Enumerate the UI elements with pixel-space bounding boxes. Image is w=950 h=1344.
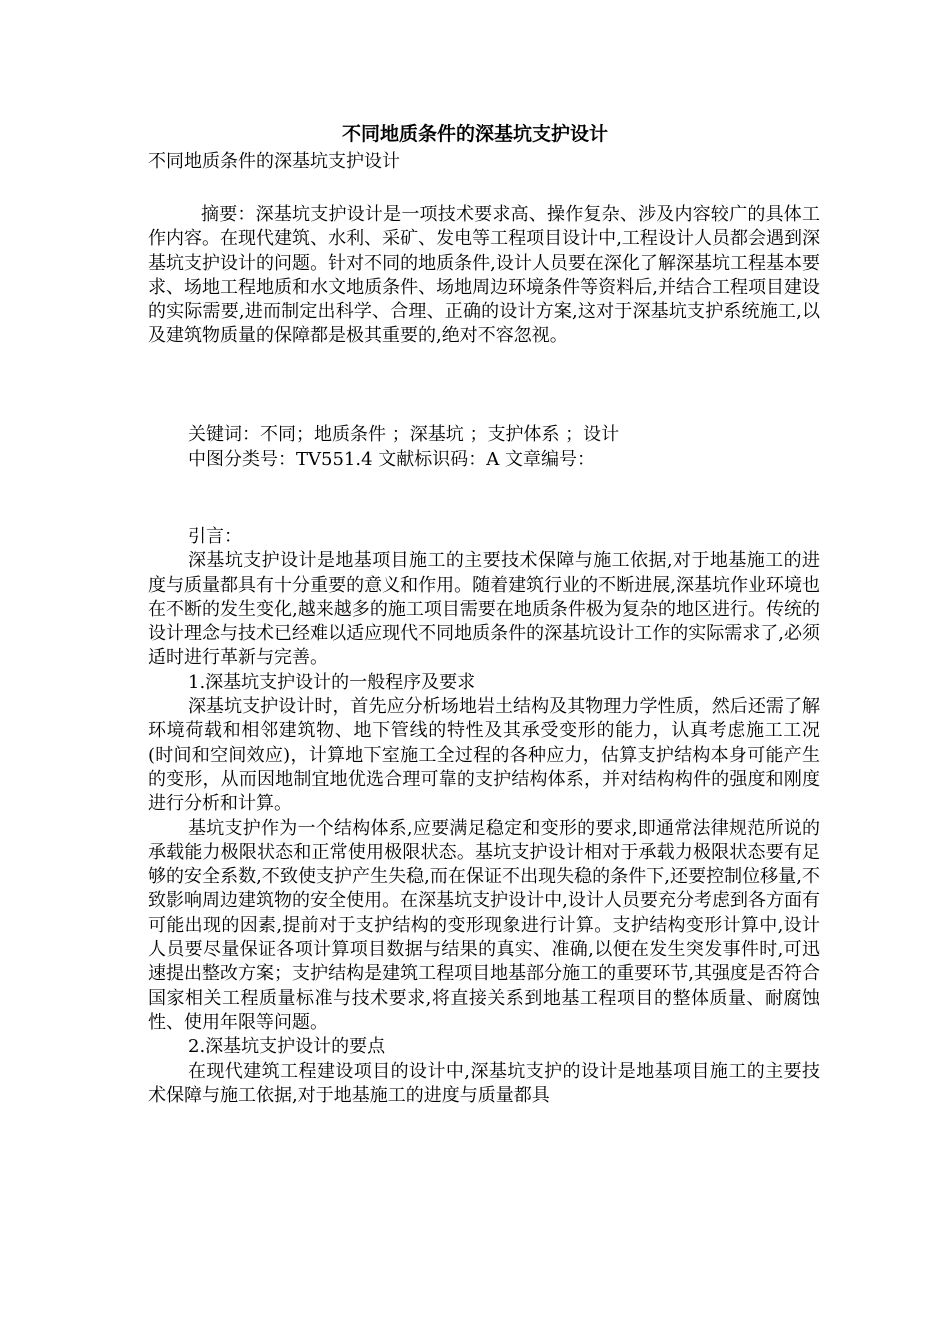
document-title: 不同地质条件的深基坑支护设计 bbox=[341, 123, 608, 145]
section1-paragraph-1: 深基坑支护设计时，首先应分析场地岩土结构及其物理力学性质，然后还需了解环境荷载和相邻建筑物、地下管线的特性及其承受变形的能力，认真考虑施工工况(时间和空间效应)，计算地下室施工全过程的各种应力，估算支护结构本身可能产生的变形，从而因地制宜地优选合理可靠的支护结构体系，并对结构构件的强度和刚度进行分析和计算。 bbox=[148, 696, 820, 815]
abstract-paragraph: 摘要：深基坑支护设计是一项技术要求高、操作复杂、涉及内容较广的具体工作内容。在现代建筑、水利、采矿、发电等工程项目设计中,工程设计人员都会遇到深基坑支护设计的问题。针对不同的地质条件,设计人员要在深化了解深基坑工程基本要求、场地工程地质和水文地质条件、场地周边环境条件等资料后,并结合工程项目建设的实际需要,进而制定出科学、合理、正确的设计方案,这对于深基坑支护系统施工,以及建筑物质量的保障都是极其重要的,绝对不容忽视。 bbox=[148, 204, 820, 347]
section1-paragraph-2: 基坑支护作为一个结构体系,应要满足稳定和变形的要求,即通常法律规范所说的承载能力极限状态和正常使用极限状态。基坑支护设计相对于承载力极限状态要有足够的安全系数,不致使支护产生失稳,而在保证不出现失稳的条件下,还要控制位移量,不致影响周边建筑物的安全使用。在深基坑支护设计中,设计人员要充分考虑到各方面有可能出现的因素,提前对于支护结构的变形现象进行计算。支护结构变形计算中,设计人员要尽量保证各项计算项目数据与结果的真实、准确,以便在发生突发事件时,可迅速提出整改方案；支护结构是建筑工程项目地基部分施工的重要环节,其强度是否符合国家相关工程质量标准与技术要求,将直接关系到地基工程项目的整体质量、耐腐蚀性、使用年限等问题。 bbox=[148, 817, 820, 1033]
section2-paragraph-1: 在现代建筑工程建设项目的设计中,深基坑支护的设计是地基项目施工的主要技术保障与施工依据,对于地基施工的进度与质量都具 bbox=[148, 1060, 820, 1106]
section1-heading: 1.深基坑支护设计的一般程序及要求 bbox=[188, 671, 476, 693]
section2-heading: 2.深基坑支护设计的要点 bbox=[188, 1036, 386, 1058]
intro-label: 引言： bbox=[188, 526, 242, 547]
keywords-line: 关键词：不同；地质条件 ；深基坑 ；支护体系 ；设计 bbox=[188, 424, 620, 445]
document-subtitle: 不同地质条件的深基坑支护设计 bbox=[148, 151, 400, 172]
main-text bbox=[148, 525, 820, 1108]
classification-line: 中图分类号：TV551.4 文献标识码：A 文章编号： bbox=[188, 449, 595, 470]
intro-paragraph: 深基坑支护设计是地基项目施工的主要技术保障与施工依据,对于地基施工的进度与质量都具有十分重要的意义和作用。随着建筑行业的不断进展,深基坑作业环境也在不断的发生变化,越来越多的施工项目需要在地质条件极为复杂的地区进行。传统的设计理念与技术已经难以适应现代不同地质条件的深基坑设计工作的实际需求了,必须适时进行革新与完善。 bbox=[148, 550, 820, 669]
